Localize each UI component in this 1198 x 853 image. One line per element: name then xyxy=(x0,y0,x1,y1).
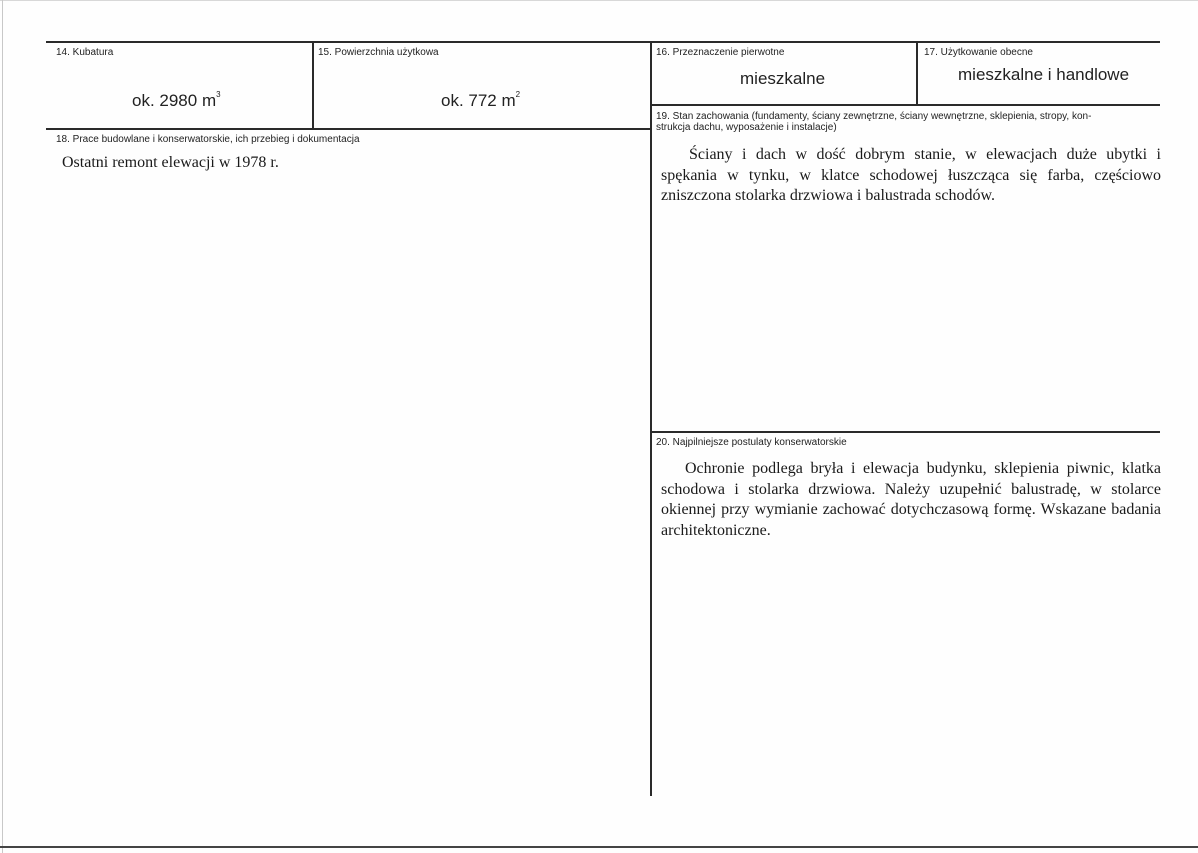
divider-center xyxy=(650,41,652,796)
field-16-label: 16. Przeznaczenie pierwotne xyxy=(656,47,785,58)
field-18-text: Ostatni remont elewacji w 1978 r. xyxy=(62,154,279,171)
field-19-label-line1: 19. Stan zachowania (fundamenty, ściany zewnętrzne, ściany wewnętrzne, sklepienia, stropy, kon- xyxy=(656,111,1092,122)
page-bottom-edge xyxy=(0,846,1198,848)
field-14-value-text: ok. 2980 m xyxy=(132,91,217,110)
rule-section19 xyxy=(650,104,1160,106)
field-15-value-text: ok. 772 m xyxy=(441,91,516,110)
field-15-unit-exponent: 2 xyxy=(515,90,521,99)
field-20-label: 20. Najpilniejsze postulaty konserwatorskie xyxy=(656,437,847,448)
rule-top-right xyxy=(650,41,1160,43)
rule-top-left xyxy=(46,41,650,43)
field-19-label-line2: strukcja dachu, wyposażenie i instalacje) xyxy=(656,122,837,133)
page-left-edge xyxy=(2,0,3,853)
field-19-text: Ściany i dach w dość dobrym stanie, w elewacjach duże ubytki i spękania w tynku, w klatce schodowej łuszcząca się farba, częściowo zniszczona stolarka drzwiowa i balustrada schodów. xyxy=(661,146,1161,204)
rule-section18 xyxy=(46,128,650,130)
field-15-value xyxy=(441,91,520,111)
page-top-edge xyxy=(0,0,1198,1)
field-20-text: Ochronie podlega bryła i elewacja budynku, sklepienia piwnic, klatka schodowa i stolarka drzwiowa. Należy uzupełnić balustradę, w stolarce okiennej przy wymianie zachować dotychczasową formę. Wskazane badania architektoniczne. xyxy=(661,460,1161,539)
field-16-value: mieszkalne xyxy=(740,69,826,88)
divider-16-17 xyxy=(916,41,918,105)
field-14-label: 14. Kubatura xyxy=(56,47,114,58)
divider-14-15 xyxy=(312,41,314,129)
field-18-label: 18. Prace budowlane i konserwatorskie, ich przebieg i dokumentacja xyxy=(56,134,360,145)
field-17-label: 17. Użytkowanie obecne xyxy=(924,47,1033,58)
field-15-label: 15. Powierzchnia użytkowa xyxy=(318,47,439,58)
field-14-unit-exponent: 3 xyxy=(216,90,221,99)
rule-section20 xyxy=(650,431,1160,433)
field-14-value xyxy=(132,91,221,111)
field-17-value: mieszkalne i handlowe xyxy=(958,65,1130,84)
